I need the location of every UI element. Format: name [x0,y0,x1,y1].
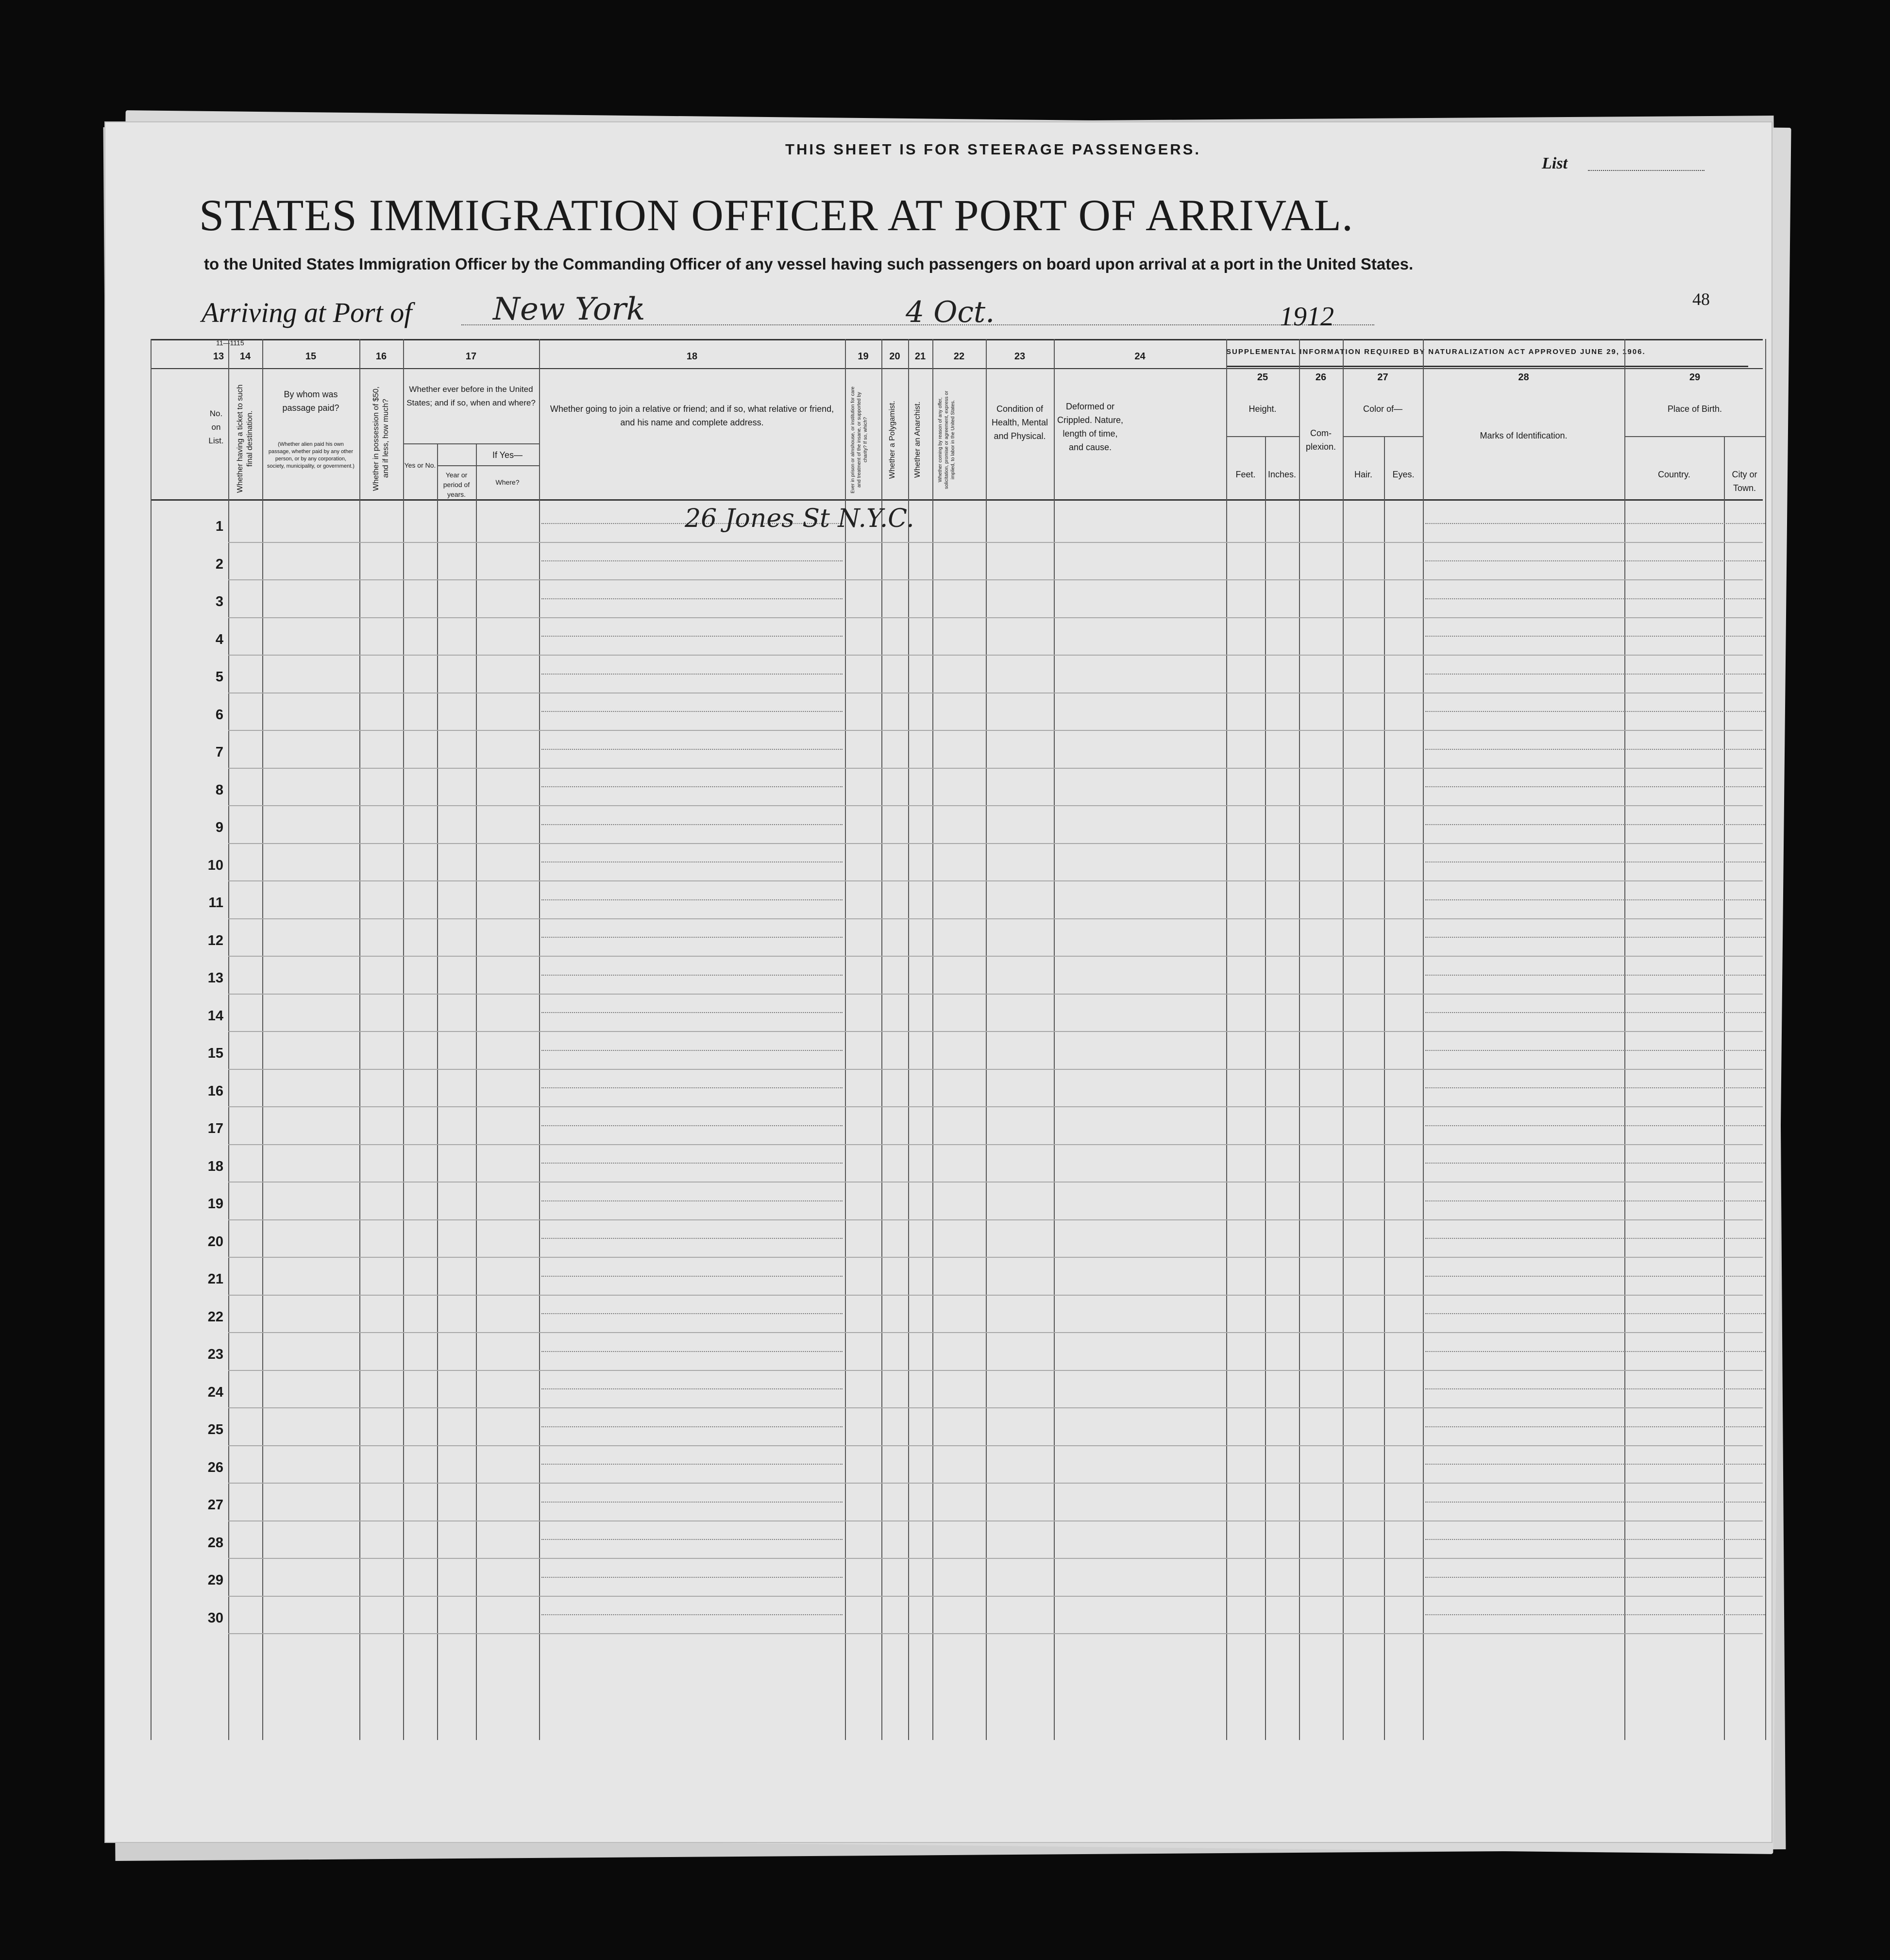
header-country: Country. [1658,470,1690,479]
port-handwritten: New York [493,291,645,327]
row-rule [228,617,1763,618]
row-number: 11 [208,895,223,911]
col-line [908,339,909,1740]
col-line [228,339,229,1740]
row-rule [228,1407,1763,1408]
address-dotted-line [541,1012,843,1013]
col-number-14: 14 [239,351,251,362]
marks-dotted-line [1425,1012,1765,1013]
marks-dotted-line [1425,1276,1765,1277]
header-prison: Ever in prison or almshouse, or institution for care and treatment of the insane, or supported by charity? If so, which? [850,386,868,493]
row-number: 2 [215,556,223,572]
header-passage-note: (Whether alien paid his own passage, whether paid by any other person, or by any corporation, society, municipality, or government.) [267,441,354,469]
row-number: 4 [215,631,223,647]
table-top-rule [151,339,1763,340]
col-line [262,339,263,1740]
address-dotted-line [541,786,843,787]
col-line [151,339,152,1740]
row-rule [228,730,1763,731]
row1-address: 26 Jones St N.Y.C. [685,504,914,533]
row-number: 14 [207,1008,223,1024]
address-dotted-line [541,1163,843,1164]
row-number: 27 [207,1497,223,1513]
row-rule [228,1332,1763,1333]
header-no-on-list: No. on List. [208,409,224,445]
col-number-18: 18 [686,351,698,362]
col-line [1384,436,1385,1740]
row-number: 5 [215,669,223,685]
address-dotted-line [541,1502,843,1503]
marks-dotted-line [1425,1577,1765,1578]
col-line [1423,339,1424,1740]
col17-sub-rule [437,465,539,466]
row-number: 20 [207,1233,223,1250]
marks-dotted-line [1425,1388,1765,1389]
col-line [359,339,360,1740]
address-dotted-line [541,1426,843,1427]
address-dotted-line [541,1276,843,1277]
header-yes-no: Yes or No. [404,461,436,469]
row-number: 15 [207,1046,223,1061]
marks-dotted-line [1425,523,1765,524]
row-number: 16 [207,1083,223,1099]
header-feet: Feet. [1235,470,1256,479]
address-dotted-line [541,1539,843,1540]
row-number: 12 [207,932,223,948]
marks-dotted-line [1425,1539,1765,1540]
row-number: 30 [207,1610,223,1626]
sheet-note: THIS SHEET IS FOR STEERAGE PASSENGERS. [785,141,1201,158]
marks-dotted-line [1425,1087,1765,1088]
header-color-of: Color of— [1363,404,1403,414]
row-rule [228,918,1763,919]
address-dotted-line [541,1388,843,1389]
marks-dotted-line [1425,1238,1765,1239]
address-dotted-line [541,674,843,675]
col-line [881,339,882,1740]
col-line [986,339,987,1740]
list-label: List [1542,154,1568,172]
address-dotted-line [541,1200,843,1201]
form-code: 11—1115 [216,339,244,347]
marks-dotted-line [1425,1050,1765,1051]
row-rule [228,843,1763,844]
row-number: 29 [207,1572,223,1588]
col-line [1343,339,1344,1740]
row-rule [228,1370,1763,1371]
row-number: 8 [215,782,223,798]
marks-dotted-line [1425,674,1765,675]
address-dotted-line [541,937,843,938]
address-dotted-line [541,560,843,561]
supplemental-rule [1226,366,1748,367]
row-rule [228,768,1763,769]
row-rule [228,1106,1763,1107]
address-dotted-line [541,1238,843,1239]
header-bottom-rule [151,499,1763,501]
col-line [476,443,477,1740]
row-number: 6 [215,707,223,723]
header-if-yes: If Yes— [492,450,523,460]
col-line [1624,339,1625,1740]
col-number-22: 22 [953,351,965,362]
marks-dotted-line [1425,1351,1765,1352]
header-inches: Inches. [1267,470,1297,479]
marks-dotted-line [1425,937,1765,938]
header-labor-offer: Whether coming by reason of any offer, solicitation, promise or agreement, express or implied, to labor in the United States. [938,390,956,489]
col-line [539,339,540,1740]
row-number: 13 [207,970,223,986]
col-number-13: 13 [213,351,224,362]
marks-dotted-line [1425,1502,1765,1503]
col-line [1054,339,1055,1740]
col-number-29: 29 [1689,372,1701,383]
supplemental-note: SUPPLEMENTAL INFORMATION REQUIRED BY NATURALIZATION ACT APPROVED JUNE 29, 1906. [1226,348,1646,356]
row-number: 9 [215,820,223,835]
col-number-19: 19 [858,351,869,362]
row-number: 3 [215,594,223,609]
marks-dotted-line [1425,749,1765,750]
row-rule [228,1031,1763,1032]
header-ever-before-us: Whether ever before in the United States; and if so, when and where? [406,385,536,407]
arriving-label: Arriving at Port of [202,297,412,328]
col-line [403,339,404,1740]
row-rule [228,1257,1763,1258]
row-rule [228,880,1763,881]
marks-dotted-line [1425,1200,1765,1201]
row-rule [228,1219,1763,1220]
page-number: 48 [1692,289,1710,309]
header-anarchist: Whether an Anarchist. [913,401,922,478]
marks-dotted-line [1425,975,1765,976]
address-dotted-line [541,598,843,599]
col-number-15: 15 [305,351,317,362]
header-hair: Hair. [1354,470,1372,479]
row-rule [228,956,1763,957]
header-where: Where? [495,478,520,486]
marks-dotted-line [1425,1125,1765,1126]
header-polygamist: Whether a Polygamist. [888,401,896,479]
marks-dotted-line [1425,1313,1765,1314]
row-number: 25 [207,1422,223,1437]
address-dotted-line [541,636,843,637]
col-number-24: 24 [1134,351,1146,362]
column-number-rule [151,368,1763,369]
col-number-21: 21 [914,351,926,362]
address-dotted-line [541,1614,843,1615]
marks-dotted-line [1425,1163,1765,1164]
marks-dotted-line [1425,824,1765,825]
row-number: 21 [207,1271,223,1287]
row-number: 10 [207,857,223,873]
col-line [932,339,933,1740]
header-complexion: Com-plexion. [1305,428,1336,452]
row-rule [228,1445,1763,1446]
row-number: 24 [207,1384,223,1400]
col17-rule [403,443,539,444]
row-rule [228,1144,1763,1145]
marks-dotted-line [1425,1464,1765,1465]
marks-dotted-line [1425,1614,1765,1615]
col-number-26: 26 [1315,372,1327,383]
row-rule [228,1483,1763,1484]
address-dotted-line [541,1351,843,1352]
address-dotted-line [541,1313,843,1314]
page-title: STATES IMMIGRATION OFFICER AT PORT OF ARRIVAL. [199,190,1353,240]
date-handwritten: 4 Oct. [906,295,995,329]
row-rule [228,1558,1763,1559]
col25-rule [1226,436,1299,437]
header-eyes: Eyes. [1392,470,1415,479]
row-number: 22 [207,1309,223,1325]
col-line [1765,339,1766,1740]
header-ticket: Whether having a ticket to such final destination. [236,384,254,493]
col-line [1226,339,1227,1740]
row-rule [228,1069,1763,1070]
row-number: 18 [207,1158,223,1174]
row-rule [228,805,1763,806]
address-dotted-line [541,824,843,825]
list-line [1588,170,1704,171]
row-rule [228,1633,1763,1634]
address-dotted-line [541,749,843,750]
header-marks: Marks of Identification. [1480,431,1568,440]
header-join-relative: Whether going to join a relative or friend; and if so, what relative or friend, and his name and complete address. [550,404,834,427]
marks-dotted-line [1425,598,1765,599]
marks-dotted-line [1425,899,1765,900]
row-number: 23 [207,1347,223,1362]
header-condition: Condition of Health, Mental and Physical. [991,404,1048,441]
manifest-sheet [104,121,1772,1843]
col-line [1299,339,1300,1740]
address-dotted-line [541,1050,843,1051]
row-number: 26 [207,1459,223,1475]
row-rule [228,1182,1763,1183]
col-line [1265,436,1266,1740]
row-rule [228,1295,1763,1296]
marks-dotted-line [1425,1426,1765,1427]
manifest-table [151,339,1763,1740]
row-rule [228,994,1763,995]
header-place-of-birth: Place of Birth. [1667,404,1722,414]
address-dotted-line [541,1577,843,1578]
col-number-27: 27 [1377,372,1388,383]
row-rule [228,579,1763,580]
col-number-28: 28 [1518,372,1529,383]
address-dotted-line [541,899,843,900]
col-number-23: 23 [1014,351,1026,362]
address-dotted-line [541,1125,843,1126]
header-height: Height. [1249,404,1277,414]
row-number: 7 [215,744,223,760]
row-number: 19 [207,1196,223,1212]
header-years: Year or period of years. [443,471,470,498]
marks-dotted-line [1425,636,1765,637]
col-line [437,443,438,1740]
row-number: 1 [215,519,223,534]
row-rule [228,1596,1763,1597]
header-passage-paid: By whom was passage paid? [282,389,339,413]
row-rule [228,542,1763,543]
marks-dotted-line [1425,711,1765,712]
address-dotted-line [541,975,843,976]
col-number-25: 25 [1257,372,1268,383]
col-line [845,339,846,1740]
header-city: City or Town. [1732,470,1757,493]
col-number-20: 20 [889,351,900,362]
marks-dotted-line [1425,786,1765,787]
subtitle: to the United States Immigration Officer by the Commanding Officer of any vessel having such passengers on board upon arrival at a port in the United States. [204,255,1414,273]
col-number-16: 16 [375,351,387,362]
address-dotted-line [541,1464,843,1465]
header-deformed: Deformed or Crippled. Nature, length of time, and cause. [1057,402,1124,452]
year: 1912 [1280,302,1334,332]
col29-rule [1624,436,1765,437]
row-number: 28 [207,1535,223,1551]
col-number-17: 17 [465,351,477,362]
marks-dotted-line [1425,560,1765,561]
col27-rule [1343,436,1423,437]
row-number: 17 [207,1121,223,1136]
row-rule [228,655,1763,656]
address-dotted-line [541,1087,843,1088]
address-dotted-line [541,711,843,712]
header-fifty-dollars: Whether in possession of $50, and if less, how much? [372,386,390,491]
